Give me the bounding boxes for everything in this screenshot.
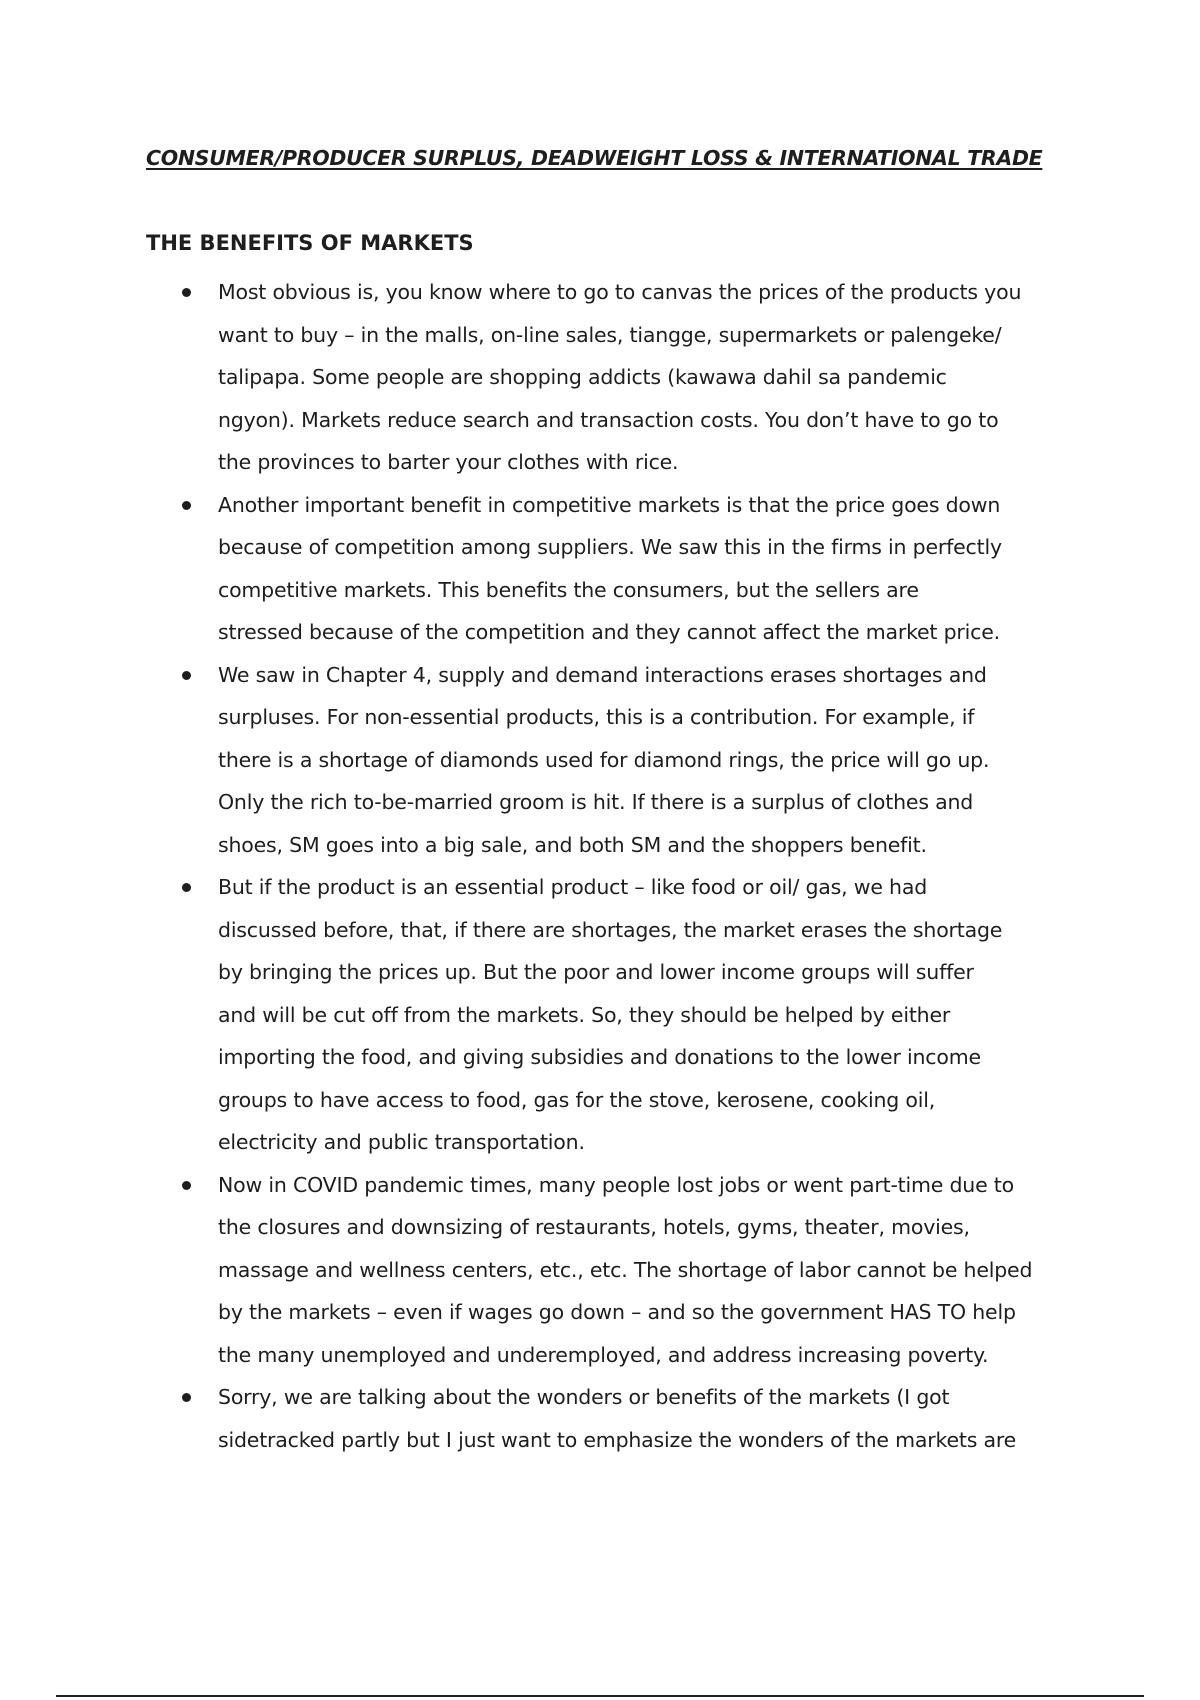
bullet-dot-icon xyxy=(182,671,191,680)
bullet-item xyxy=(180,1376,1100,1461)
bullet-dot-icon xyxy=(182,288,191,297)
bullet-dot-icon xyxy=(182,501,191,510)
bullet-text-line: Sorry, we are talking about the wonders or benefits of the markets (I got xyxy=(218,1385,950,1409)
bullet-text-line: groups to have access to food, gas for the stove, kerosene, cooking oil, xyxy=(218,1087,936,1112)
bullet-text xyxy=(218,484,1100,654)
bullet-item xyxy=(180,1164,1100,1377)
bullet-text xyxy=(218,866,1100,1164)
bullet-text-line: talipapa. Some people are shopping addicts (kawawa dahil sa pandemic xyxy=(218,365,947,389)
bullet-text xyxy=(218,1164,1100,1377)
bullet-text-line: Another important benefit in competitive markets is that the price goes down xyxy=(218,492,1001,517)
bullet-text-line: the provinces to barter your clothes with rice. xyxy=(218,450,679,474)
bullet-item xyxy=(180,654,1100,867)
bullet-text-line: surpluses. For non-essential products, this is a contribution. For example, if xyxy=(218,705,975,729)
bullet-text xyxy=(218,271,1100,484)
bullet-text-line: and will be cut off from the markets. So, they should be helped by either xyxy=(218,1002,951,1027)
bullet-text-line: Only the rich to-be-married groom is hit. If there is a surplus of clothes and xyxy=(218,790,974,814)
bullet-text xyxy=(218,1376,1100,1461)
section-heading: THE BENEFITS OF MARKETS xyxy=(146,231,474,255)
page-bottom-rule xyxy=(56,1695,1144,1697)
bullet-text-line: importing the food, and giving subsidies and donations to the lower income xyxy=(218,1045,981,1069)
bullet-text-line: electricity and public transportation. xyxy=(218,1130,585,1154)
bullet-item xyxy=(180,271,1100,484)
document-title: CONSUMER/PRODUCER SURPLUS, DEADWEIGHT LOSS & INTERNATIONAL TRADE xyxy=(146,146,1043,170)
bullet-text-line: there is a shortage of diamonds used for diamond rings, the price will go up. xyxy=(218,747,990,772)
bullet-dot-icon xyxy=(182,1181,191,1190)
bullet-text-line: massage and wellness centers, etc., etc. The shortage of labor cannot be helped xyxy=(218,1257,1033,1282)
bullet-dot-icon xyxy=(182,883,191,892)
bullet-text-line: because of competition among suppliers. We saw this in the firms in perfectly xyxy=(218,535,1002,559)
bullet-text-line: competitive markets. This benefits the consumers, but the sellers are xyxy=(218,577,919,602)
bullet-text-line: discussed before, that, if there are shortages, the market erases the shortage xyxy=(218,917,1003,942)
bullet-text-line: But if the product is an essential product – like food or oil/ gas, we had xyxy=(218,875,928,899)
bullet-text-line: Now in COVID pandemic times, many people lost jobs or went part-time due to xyxy=(218,1172,1014,1197)
benefits-bullet-list xyxy=(180,271,1100,1461)
bullet-text-line: want to buy – in the malls, on-line sales, tiangge, supermarkets or palengeke/ xyxy=(218,322,1002,347)
bullet-text-line: sidetracked partly but I just want to emphasize the wonders of the markets are xyxy=(218,1427,1017,1452)
bullet-text-line: by the markets – even if wages go down – and so the government HAS TO help xyxy=(218,1300,1016,1324)
bullet-text-line: stressed because of the competition and they cannot affect the market price. xyxy=(218,620,1000,644)
bullet-dot-icon xyxy=(182,1393,191,1402)
bullet-text-line: We saw in Chapter 4, supply and demand interactions erases shortages and xyxy=(218,662,987,687)
bullet-text-line: ngyon). Markets reduce search and transaction costs. You don’t have to go to xyxy=(218,407,999,432)
bullet-text-line: the many unemployed and underemployed, and address increasing poverty. xyxy=(218,1342,989,1367)
bullet-item xyxy=(180,866,1100,1164)
bullet-text-line: by bringing the prices up. But the poor and lower income groups will suffer xyxy=(218,960,974,984)
bullet-text-line: the closures and downsizing of restaurants, hotels, gyms, theater, movies, xyxy=(218,1215,970,1239)
bullet-item xyxy=(180,484,1100,654)
bullet-text xyxy=(218,654,1100,867)
bullet-text-line: shoes, SM goes into a big sale, and both SM and the shoppers benefit. xyxy=(218,832,927,857)
bullet-text-line: Most obvious is, you know where to go to canvas the prices of the products you xyxy=(218,280,1022,304)
